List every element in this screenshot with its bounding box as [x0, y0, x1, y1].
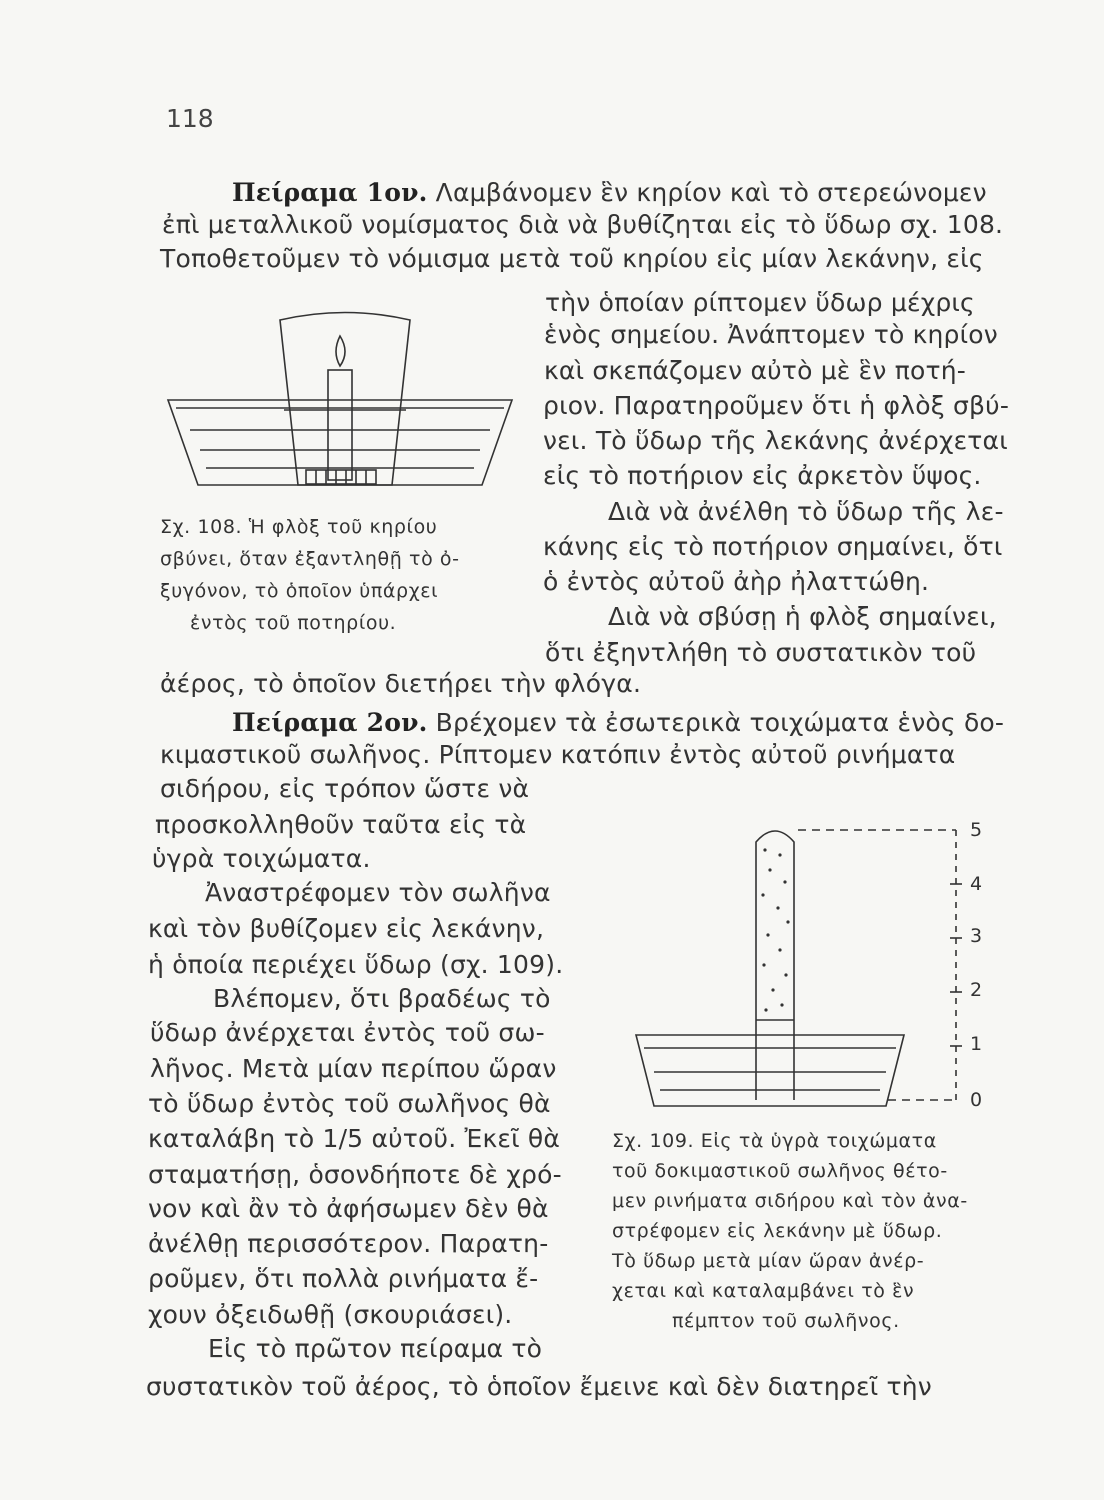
text-line: νον καὶ ἂν τὸ ἀφήσωμεν δὲν θὰ	[148, 1194, 549, 1223]
caption-line: πέμπτον τοῦ σωλῆνος.	[672, 1310, 900, 1332]
text-line: σιδήρου, εἰς τρόπον ὥστε νὰ	[160, 774, 530, 803]
text-line: Πείραμα 2ον. Βρέχομεν τὰ ἐσωτερικὰ τοιχώματα ἑνὸς δο-	[232, 708, 1005, 737]
caption-line: ξυγόνον, τὸ ὁποῖον ὑπάρχει	[160, 580, 439, 602]
text-line: ἀέρος, τὸ ὁποῖον διετήρει τὴν φλόγα.	[160, 669, 642, 698]
text-line: ὕδωρ ἀνέρχεται ἐντὸς τοῦ σω-	[150, 1018, 545, 1047]
text-line: Διὰ νὰ σβύσῃ ἡ φλὸξ σημαίνει,	[608, 602, 997, 631]
text-line: ροῦμεν, ὅτι πολλὰ ρινήματα ἔ-	[148, 1264, 539, 1293]
page-number: 118	[166, 104, 214, 133]
scale-label: 2	[970, 979, 983, 1001]
text-line: τὴν ὁποίαν ρίπτομεν ὕδωρ μέχρις	[545, 288, 975, 317]
caption-line: σβύνει, ὅταν ἐξαντληθῇ τὸ ὀ-	[160, 548, 460, 570]
text-line: ὁ ἐντὸς αὐτοῦ ἀὴρ ἠλαττώθη.	[543, 567, 930, 596]
text-line: ἑνὸς σημείου. Ἀνάπτομεν τὸ κηρίον	[544, 320, 998, 349]
text-line: προσκολληθοῦν ταῦτα εἰς τὰ	[155, 810, 527, 839]
caption-line: Σχ. 108. Ἡ φλὸξ τοῦ κηρίου	[160, 516, 438, 538]
text-line: σταματήσῃ, ὁσονδήποτε δὲ χρό-	[148, 1160, 562, 1189]
text-line: Εἰς τὸ πρῶτον πείραμα τὸ	[208, 1334, 543, 1363]
caption-line: στρέφομεν εἰς λεκάνην μὲ ὕδωρ.	[612, 1220, 943, 1242]
scale-label: 5	[970, 819, 983, 841]
text-line: ἐπὶ μεταλλικοῦ νομίσματος διὰ νὰ βυθίζηται εἰς τὸ ὕδωρ σχ. 108.	[162, 210, 1004, 239]
scale-label: 1	[970, 1033, 983, 1055]
text-line: καὶ τὸν βυθίζομεν εἰς λεκάνην,	[148, 914, 545, 943]
text-line: κιμαστικοῦ σωλῆνος. Ρίπτομεν κατόπιν ἐντὸς αὐτοῦ ρινήματα	[160, 740, 956, 769]
text-line: ριον. Παρατηροῦμεν ὅτι ἡ φλὸξ σβύ-	[543, 391, 1010, 420]
caption-line: ἐντὸς τοῦ ποτηρίου.	[190, 612, 397, 634]
scale-label: 3	[970, 925, 983, 947]
caption-line: χεται καὶ καταλαμβάνει τὸ ἓν	[612, 1280, 915, 1302]
text-line: Τοποθετοῦμεν τὸ νόμισμα μετὰ τοῦ κηρίου εἰς μίαν λεκάνην, εἰς	[160, 244, 984, 273]
text-line: συστατικὸν τοῦ ἀέρος, τὸ ὁποῖον ἔμεινε καὶ δὲν διατηρεῖ τὴν	[146, 1372, 932, 1401]
text-line: ἀνέλθῃ περισσότερον. Παρατη-	[148, 1229, 549, 1258]
text-line: ὑγρὰ τοιχώματα.	[152, 844, 371, 873]
text-line: κάνης εἰς τὸ ποτήριον σημαίνει, ὅτι	[543, 532, 1003, 561]
text-line: καὶ σκεπάζομεν αὐτὸ μὲ ἓν ποτή-	[544, 356, 966, 385]
experiment-heading-1: Πείραμα 1ον.	[232, 178, 428, 207]
scale-label: 4	[970, 873, 983, 895]
text-line: ὅτι ἐξηντλήθη τὸ συστατικὸν τοῦ	[545, 638, 977, 667]
text-line: χουν ὀξειδωθῇ (σκουριάσει).	[148, 1300, 513, 1329]
caption-line: Τὸ ὕδωρ μετὰ μίαν ὥραν ἀνέρ-	[612, 1250, 925, 1272]
experiment-heading-2: Πείραμα 2ον.	[232, 708, 428, 737]
figure-109-illustration	[630, 810, 1010, 1120]
text-line: Διὰ νὰ ἀνέλθη τὸ ὕδωρ τῆς λε-	[608, 497, 1004, 526]
figure-108-illustration	[160, 300, 520, 510]
text-line: Ἀναστρέφομεν τὸν σωλῆνα	[205, 878, 551, 907]
text-line: εἰς τὸ ποτήριον εἰς ἀρκετὸν ὕψος.	[543, 461, 982, 490]
text-line: ἡ ὁποία περιέχει ὕδωρ (σχ. 109).	[148, 950, 564, 979]
text-line: καταλάβη τὸ 1/5 αὐτοῦ. Ἐκεῖ θὰ	[148, 1124, 561, 1153]
text-line: λῆνος. Μετὰ μίαν περίπου ὥραν	[150, 1054, 557, 1083]
caption-line: τοῦ δοκιμαστικοῦ σωλῆνος θέτο-	[612, 1160, 948, 1182]
caption-line: μεν ρινήματα σιδήρου καὶ τὸν ἀνα-	[612, 1190, 968, 1212]
text-line: Πείραμα 1ον. Λαμβάνομεν ἓν κηρίον καὶ τὸ στερεώνομεν	[232, 178, 987, 207]
text-line: Βλέπομεν, ὅτι βραδέως τὸ	[213, 984, 551, 1013]
text-line: τὸ ὕδωρ ἐντὸς τοῦ σωλῆνος θὰ	[148, 1089, 551, 1118]
caption-line: Σχ. 109. Εἰς τὰ ὑγρὰ τοιχώματα	[612, 1130, 937, 1152]
scale-label: 0	[970, 1089, 983, 1111]
text-line: νει. Τὸ ὕδωρ τῆς λεκάνης ἀνέρχεται	[543, 426, 1008, 455]
